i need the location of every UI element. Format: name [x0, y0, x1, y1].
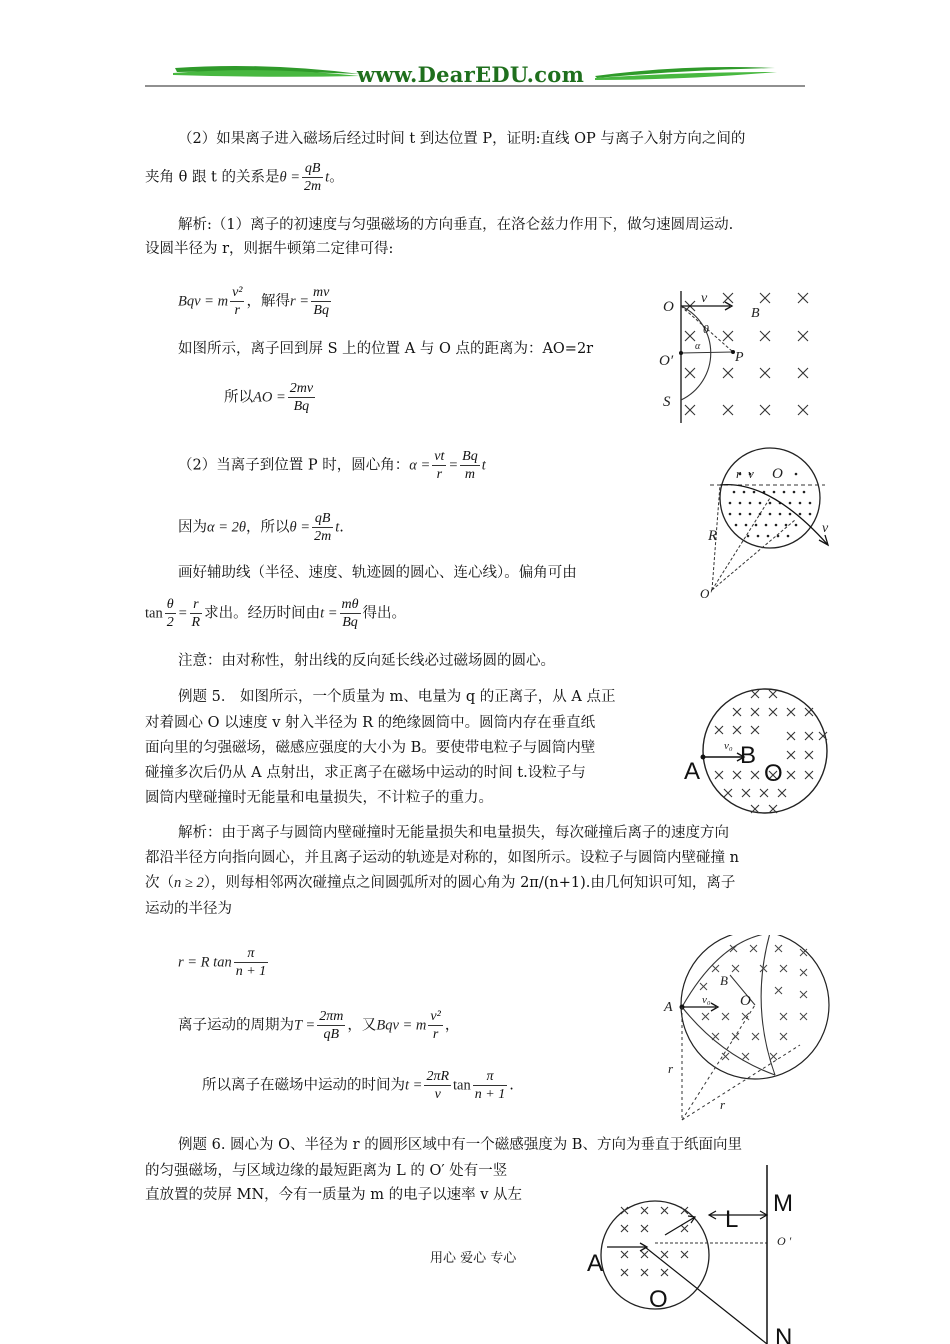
eq-T — [178, 1008, 459, 1043]
ex5-line2: 对着圆心 O 以速度 v 射入半径为 R 的绝缘圆筒中。圆筒内存在垂直纸 — [145, 715, 596, 731]
eq-r — [178, 945, 270, 980]
q2-line2-text: 夹角 θ 跟 t 的关系是 — [145, 169, 280, 186]
fig4-label-O: O — [740, 993, 751, 1009]
part2 — [178, 448, 486, 483]
eq-T-den2: r — [432, 1027, 439, 1042]
aux-den1: 2 — [166, 615, 174, 630]
field-crosses-5 — [621, 1207, 688, 1276]
figure-3 — [680, 685, 840, 820]
eq-ao-frac — [288, 380, 315, 415]
part2-den2: m — [464, 467, 475, 482]
eq-t — [202, 1068, 514, 1103]
field-crosses-1 — [685, 293, 808, 415]
aux-text-mid: 求出。经历时间由 — [204, 605, 321, 622]
aux-lhs: t = — [320, 605, 338, 622]
part2-var: t — [481, 457, 486, 474]
eq-T-frac2 — [428, 1008, 442, 1043]
fig5-label-M: M — [773, 1190, 793, 1217]
because-num: qB — [312, 510, 333, 528]
fig1-label-alpha: α — [695, 341, 701, 352]
part2-num1: vt — [434, 449, 445, 464]
fig3-label-v0: v₀ — [724, 740, 733, 752]
eq-t-frac2 — [473, 1068, 507, 1103]
q2-frac — [302, 160, 323, 195]
aux-den3: Bq — [342, 615, 358, 630]
figure-5 — [585, 1165, 815, 1344]
figure-2 — [700, 440, 840, 610]
fig1-label-P: P — [735, 350, 744, 365]
fig4-label-v0: v₀ — [702, 994, 711, 1006]
eq-ao-lhs: AO = — [253, 389, 286, 406]
fig1-label-O-prime: O′ — [659, 353, 674, 369]
fig4-label-r2: r — [720, 1097, 726, 1112]
fig2-label-O-prime: O′ — [700, 586, 713, 601]
eq-t-frac — [424, 1068, 451, 1103]
eq-T-den: qB — [323, 1027, 340, 1042]
ex5-line3: 面向里的匀强磁场，磁感应强度的大小为 B。要使带电粒子与圆筒内壁 — [145, 740, 596, 756]
ex5-line4: 碰撞多次后仍从 A 点射出，求正离子在磁场中运动的时间 t.设粒子与 — [145, 765, 586, 781]
aux-eq: = — [177, 605, 188, 622]
aux-frac1 — [165, 596, 176, 631]
aux-num3: mθ — [341, 597, 359, 612]
eq-t-num: 2πR — [426, 1069, 450, 1084]
eq-newton-frac1 — [230, 284, 244, 319]
part2-num2: Bq — [462, 449, 478, 464]
eq-newton-num: v² — [232, 285, 243, 300]
part2-eq: = — [448, 457, 459, 474]
eq-r-num: π — [234, 945, 268, 963]
eq-T-lhs: T = — [294, 1017, 316, 1034]
ana5-cond: n ≥ 2 — [174, 875, 204, 891]
fig3-label-O: O — [764, 760, 783, 787]
ex6-line3: 直放置的荧屏 MN，今有一质量为 m 的电子以速率 v 从左 — [145, 1187, 523, 1203]
eq-newton-lhs: Bqv = m — [178, 293, 229, 310]
eq-T-mid: ，又 — [347, 1017, 377, 1034]
fig1-label-O: O — [663, 299, 674, 315]
eq-T-lhs2: Bqv = m — [376, 1017, 427, 1034]
eq-r-lhs: r = R tan — [178, 954, 232, 971]
q2-den: 2m — [304, 179, 322, 194]
eq-ao-prefix: 所以 — [224, 389, 253, 406]
eq-t-num2: π — [473, 1068, 507, 1086]
fig4-label-A: A — [664, 1000, 673, 1015]
header-site[interactable]: www.DearEDU.com — [357, 62, 585, 87]
eq-ao — [224, 380, 317, 415]
analysis1-line2: 设圆半径为 r，则据牛顿第二定律可得: — [145, 241, 394, 257]
eq-r-frac — [234, 945, 268, 980]
figure-4 — [660, 935, 830, 1125]
because-lhs: θ = — [289, 519, 311, 536]
because-frac — [312, 510, 333, 545]
eq-T-frac — [317, 1008, 345, 1043]
eq-newton-mid: ，解得 — [246, 293, 290, 310]
fig2-label-O: O — [772, 466, 783, 482]
part2-frac1 — [432, 448, 446, 483]
ex5-line5: 圆筒内壁碰撞时无能量和电量损失，不计粒子的重力。 — [145, 790, 493, 806]
fig5-label-O: O — [649, 1286, 668, 1313]
aux-frac2 — [190, 596, 203, 631]
eq-ao-den: Bq — [293, 399, 310, 414]
fig4-label-r1: r — [668, 1061, 674, 1076]
ana5-line2: 都沿半径方向指向圆心，并且离子运动的轨迹是对称的，如图所示。设粒子与圆筒内壁碰撞 n — [145, 850, 739, 866]
eq-newton — [178, 284, 333, 319]
ao-text: 如图所示，离子回到屏 S 上的位置 A 与 O 点的距离为：AO=2r — [178, 341, 594, 357]
aux-line1: 画好辅助线（半径、速度、轨迹圆的圆心、连心线）。偏角可由 — [178, 565, 577, 581]
fig2-label-v2: v — [822, 521, 829, 536]
fig2-label-R: R — [708, 528, 718, 544]
fig1-label-B: B — [751, 306, 760, 321]
because-var: t — [335, 519, 340, 536]
aux-text-end: 得出。 — [362, 605, 407, 622]
aux-line2 — [145, 596, 406, 631]
aux-num1: θ — [165, 596, 176, 614]
because-end: . — [339, 519, 344, 536]
fig5-label-N: N — [775, 1324, 793, 1344]
ana5-line3b: ），则每相邻两次碰撞点之间圆弧所对的圆心角为 2π/(n+1).由几何知识可知，离子 — [203, 875, 736, 891]
eq-newton-frac2 — [311, 284, 331, 319]
ex5-line1: 例题 5． 如图所示，一个质量为 m、电量为 q 的正离子，从 A 点正 — [178, 689, 616, 705]
fig5-label-L: L — [725, 1206, 739, 1233]
fig5-label-A: A — [587, 1250, 604, 1277]
footer: 用心 爱心 专心 — [430, 1251, 517, 1266]
electron-path-2 — [720, 485, 828, 545]
fig1-label-theta: θ — [703, 322, 709, 336]
aux-frac3 — [340, 596, 361, 631]
q2-num: qB — [302, 160, 323, 178]
because-den: 2m — [314, 529, 332, 544]
because-text1: 因为 — [178, 519, 207, 536]
eq-t-tan: tan — [453, 1077, 471, 1094]
eq-T-num: 2πm — [319, 1009, 344, 1024]
ex6-line1: 例题 6. 圆心为 O、半径为 r 的圆形区域中有一个磁感强度为 B、方向为垂直于纸面向里 — [178, 1137, 742, 1153]
fig2-label-r: r — [736, 466, 742, 481]
eq-T-text: 离子运动的周期为 — [178, 1017, 294, 1034]
aux-num2: r — [190, 596, 203, 614]
header-banner — [145, 60, 805, 90]
part2-den1: r — [436, 467, 443, 482]
ana5-line3 — [145, 872, 735, 894]
q2-line1: （2）如果离子进入磁场后经过时间 t 到达位置 P，证明:直线 OP 与离子入射方向之间的 — [178, 131, 746, 147]
field-dots-2 — [729, 473, 812, 538]
fig4-label-B: B — [720, 973, 728, 988]
fig1-label-v: v — [701, 291, 708, 306]
because — [178, 510, 344, 545]
part2-text: （2）当离子到位置 P 时，圆心角： — [178, 457, 410, 474]
eq-t-den: v — [434, 1087, 441, 1102]
eq-newton-lhs2: r = — [289, 293, 310, 310]
part2-lhs: α = — [409, 457, 431, 474]
q2-line2 — [145, 160, 344, 195]
ex6-line2: 的匀强磁场，与区域边缘的最短距离为 L 的 O′ 处有一竖 — [145, 1163, 508, 1179]
ana5-line1: 解析：由于离子与圆筒内壁碰撞时无能量损失和电量损失，每次碰撞后离子的速度方向 — [178, 825, 729, 841]
fig3-label-A: A — [684, 758, 701, 785]
fig3-label-B: B — [740, 742, 757, 769]
eq-newton-den2: Bq — [313, 303, 329, 318]
aux-tan: tan — [145, 605, 163, 622]
aux-den2: R — [191, 615, 201, 630]
ana5-line3a: 次（ — [145, 875, 174, 891]
q2-lhs: θ = — [279, 169, 301, 186]
eq-newton-den: r — [234, 303, 240, 318]
fig2-label-v1: v — [748, 466, 754, 481]
fig5-label-O-prime: O ′ — [777, 1234, 792, 1248]
q2-var: t — [325, 169, 330, 186]
ana5-line4: 运动的半径为 — [145, 901, 232, 917]
eq-t-den2: n + 1 — [474, 1087, 506, 1102]
fig1-label-S: S — [663, 394, 671, 410]
eq-T-end: ， — [444, 1017, 460, 1034]
note: 注意：由对称性，射出线的反向延长线必过磁场圆的圆心。 — [178, 653, 555, 669]
eq-t-end: . — [509, 1077, 514, 1094]
analysis1-line1: 解析:（1）离子的初速度与匀强磁场的方向垂直，在洛仑兹力作用下，做匀速圆周运动. — [178, 217, 734, 233]
eq-ao-num: 2mv — [289, 381, 314, 396]
eq-t-lhs: t = — [405, 1077, 423, 1094]
q2-end: 。 — [329, 169, 344, 186]
because-eq1: α = 2θ — [207, 519, 247, 536]
eq-t-text: 所以离子在磁场中运动的时间为 — [202, 1077, 405, 1094]
eq-r-den: n + 1 — [235, 964, 267, 979]
because-text2: ，所以 — [246, 519, 290, 536]
figure-1 — [655, 285, 820, 430]
eq-T-num2: v² — [430, 1009, 441, 1024]
eq-newton-num2: mv — [313, 285, 330, 300]
part2-frac2 — [460, 448, 480, 483]
